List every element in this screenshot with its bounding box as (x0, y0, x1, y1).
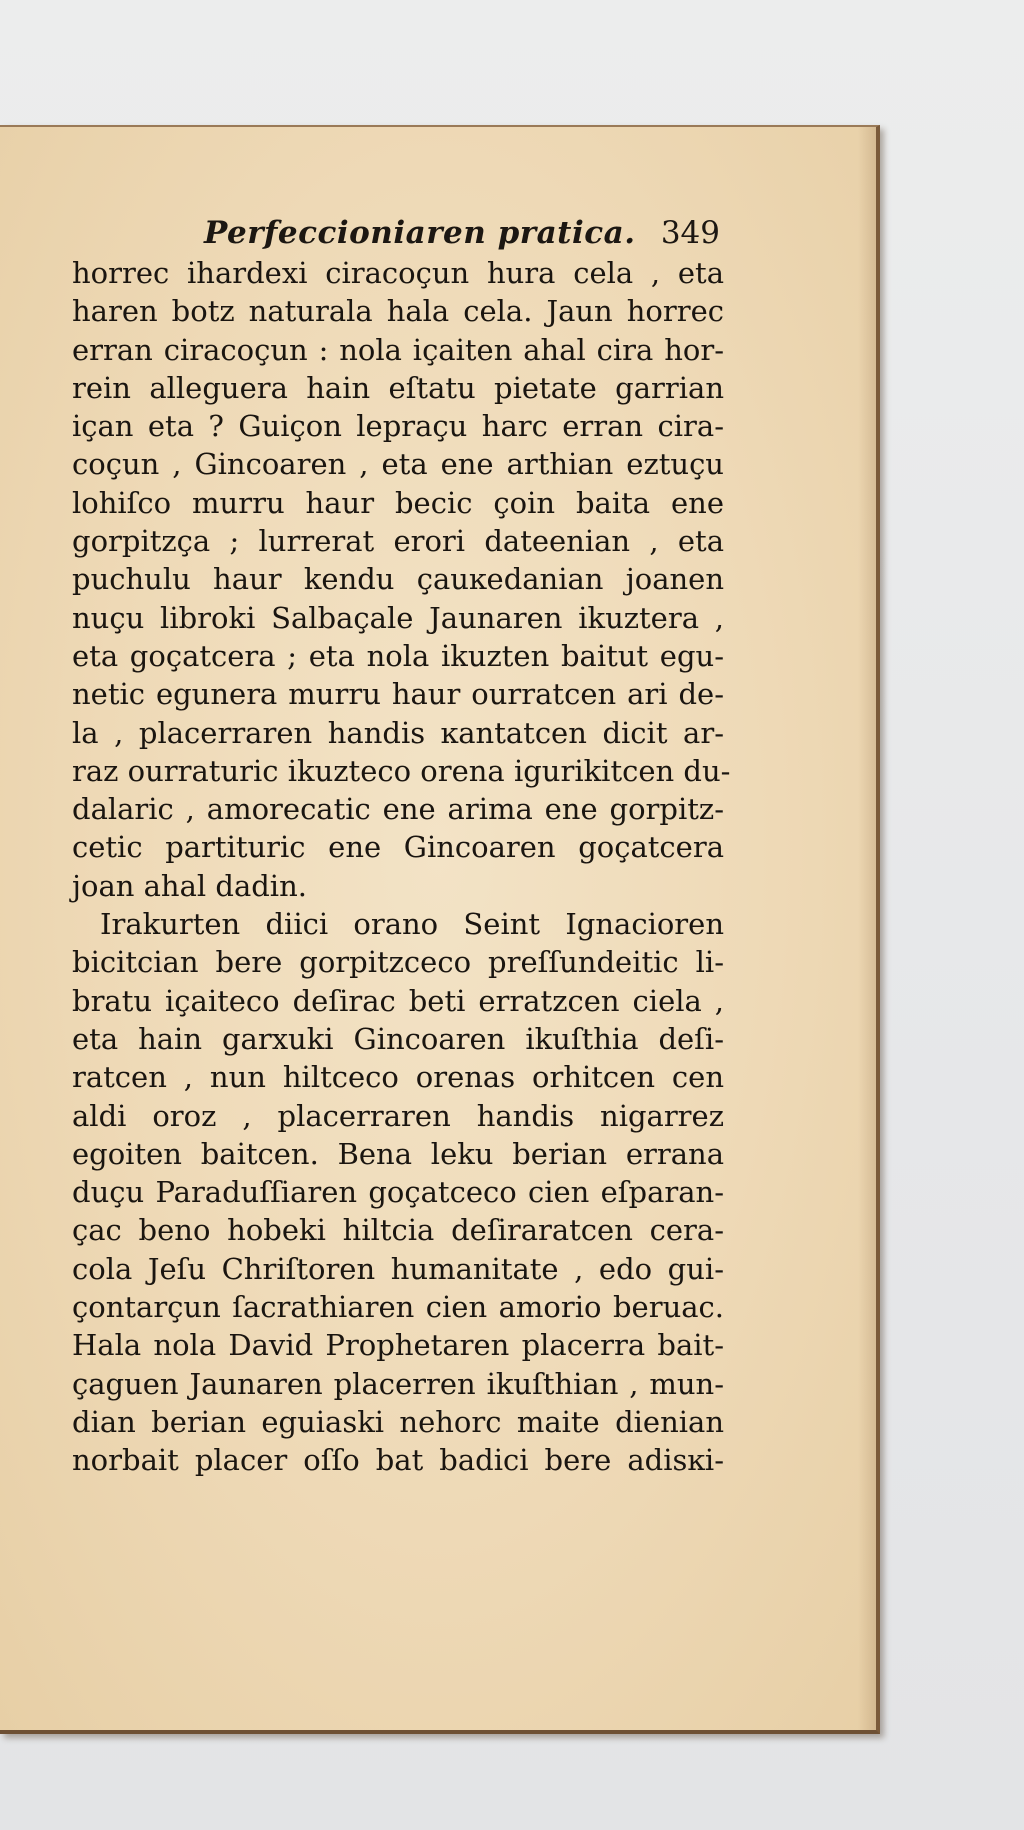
paragraph-start-line: Irakurten diici orano Seint Ignacioren (100, 907, 724, 942)
text-line: aldi oroz , placerraren handis nigarrez (72, 1098, 724, 1133)
text-line: dalaric , amorecatic ene arima ene gorpitz- (72, 792, 724, 827)
body-text (72, 254, 731, 1480)
text-line: la , placerraren handis ĸantatcen dicit ar- (72, 715, 724, 750)
running-head (60, 215, 720, 259)
text-line: çaguen Jaunaren placerren ikuſthian , mun- (72, 1366, 724, 1401)
text-line: lohiſco murru haur becic çoin baita ene (72, 485, 724, 520)
text-line: çac beno hobeki hiltcia deſiraratcen cera- (72, 1213, 724, 1248)
text-line: netic egunera murru haur ourratcen ari de- (72, 677, 724, 712)
text-line: cetic partituric ene Gincoaren goçatcera (72, 830, 724, 865)
text-line: eta hain garxuki Gincoaren ikuſthia deſi- (72, 1021, 724, 1056)
text-line: raz ourraturic ikuzteco orena igurikitcen du- (72, 753, 731, 788)
text-line: gorpitzça ; lurrerat erori dateenian , eta (72, 524, 724, 559)
text-line: duçu Paraduſſiaren goçatceco cien eſparan- (72, 1175, 724, 1210)
text-line: erran ciracoçun : nola içaiten ahal cira hor- (72, 332, 724, 367)
paragraph-end-line: joan ahal dadin. (72, 868, 307, 903)
text-line: bicitcian bere gorpitzceco preſſundeitic li- (72, 945, 724, 980)
text-line: egoiten baitcen. Bena leku berian errana (72, 1136, 724, 1171)
text-line: bratu içaiteco deſirac beti erratzcen ciela , (72, 983, 724, 1018)
text-line: rein alleguera hain eſtatu pietate garrian (72, 370, 724, 405)
text-line: norbait placer oſſo bat badici bere adisĸi- (72, 1443, 724, 1478)
text-line: haren botz naturala hala cela. Jaun horrec (72, 294, 724, 329)
page-edge-shadow (858, 127, 876, 1730)
text-line: içan eta ? Guiçon lepraçu harc erran cira- (72, 409, 724, 444)
running-title: Perfeccioniaren pratica. (204, 215, 636, 251)
book-page (0, 125, 880, 1734)
text-line: cola Jeſu Chriſtoren humanitate , edo gui- (72, 1251, 724, 1286)
text-line: nuçu libroki Salbaçale Jaunaren ikuztera , (72, 600, 724, 635)
page-number: 349 (660, 215, 720, 251)
text-line: Hala nola David Prophetaren placerra bait- (72, 1328, 724, 1363)
text-line: dian berian eguiaski nehorc maite dienian (72, 1404, 724, 1439)
text-line: eta goçatcera ; eta nola ikuzten baitut egu- (72, 638, 724, 673)
text-line: ratcen , nun hiltceco orenas orhitcen cen (72, 1060, 724, 1095)
text-line: çontarçun ſacrathiaren cien amorio beruac. (72, 1290, 724, 1325)
text-line: coçun , Gincoaren , eta ene arthian eztuçu (72, 447, 724, 482)
text-line: puchulu haur kendu çauĸedanian joanen (72, 562, 724, 597)
text-line: horrec ihardexi ciracoçun hura cela , eta (72, 256, 724, 290)
